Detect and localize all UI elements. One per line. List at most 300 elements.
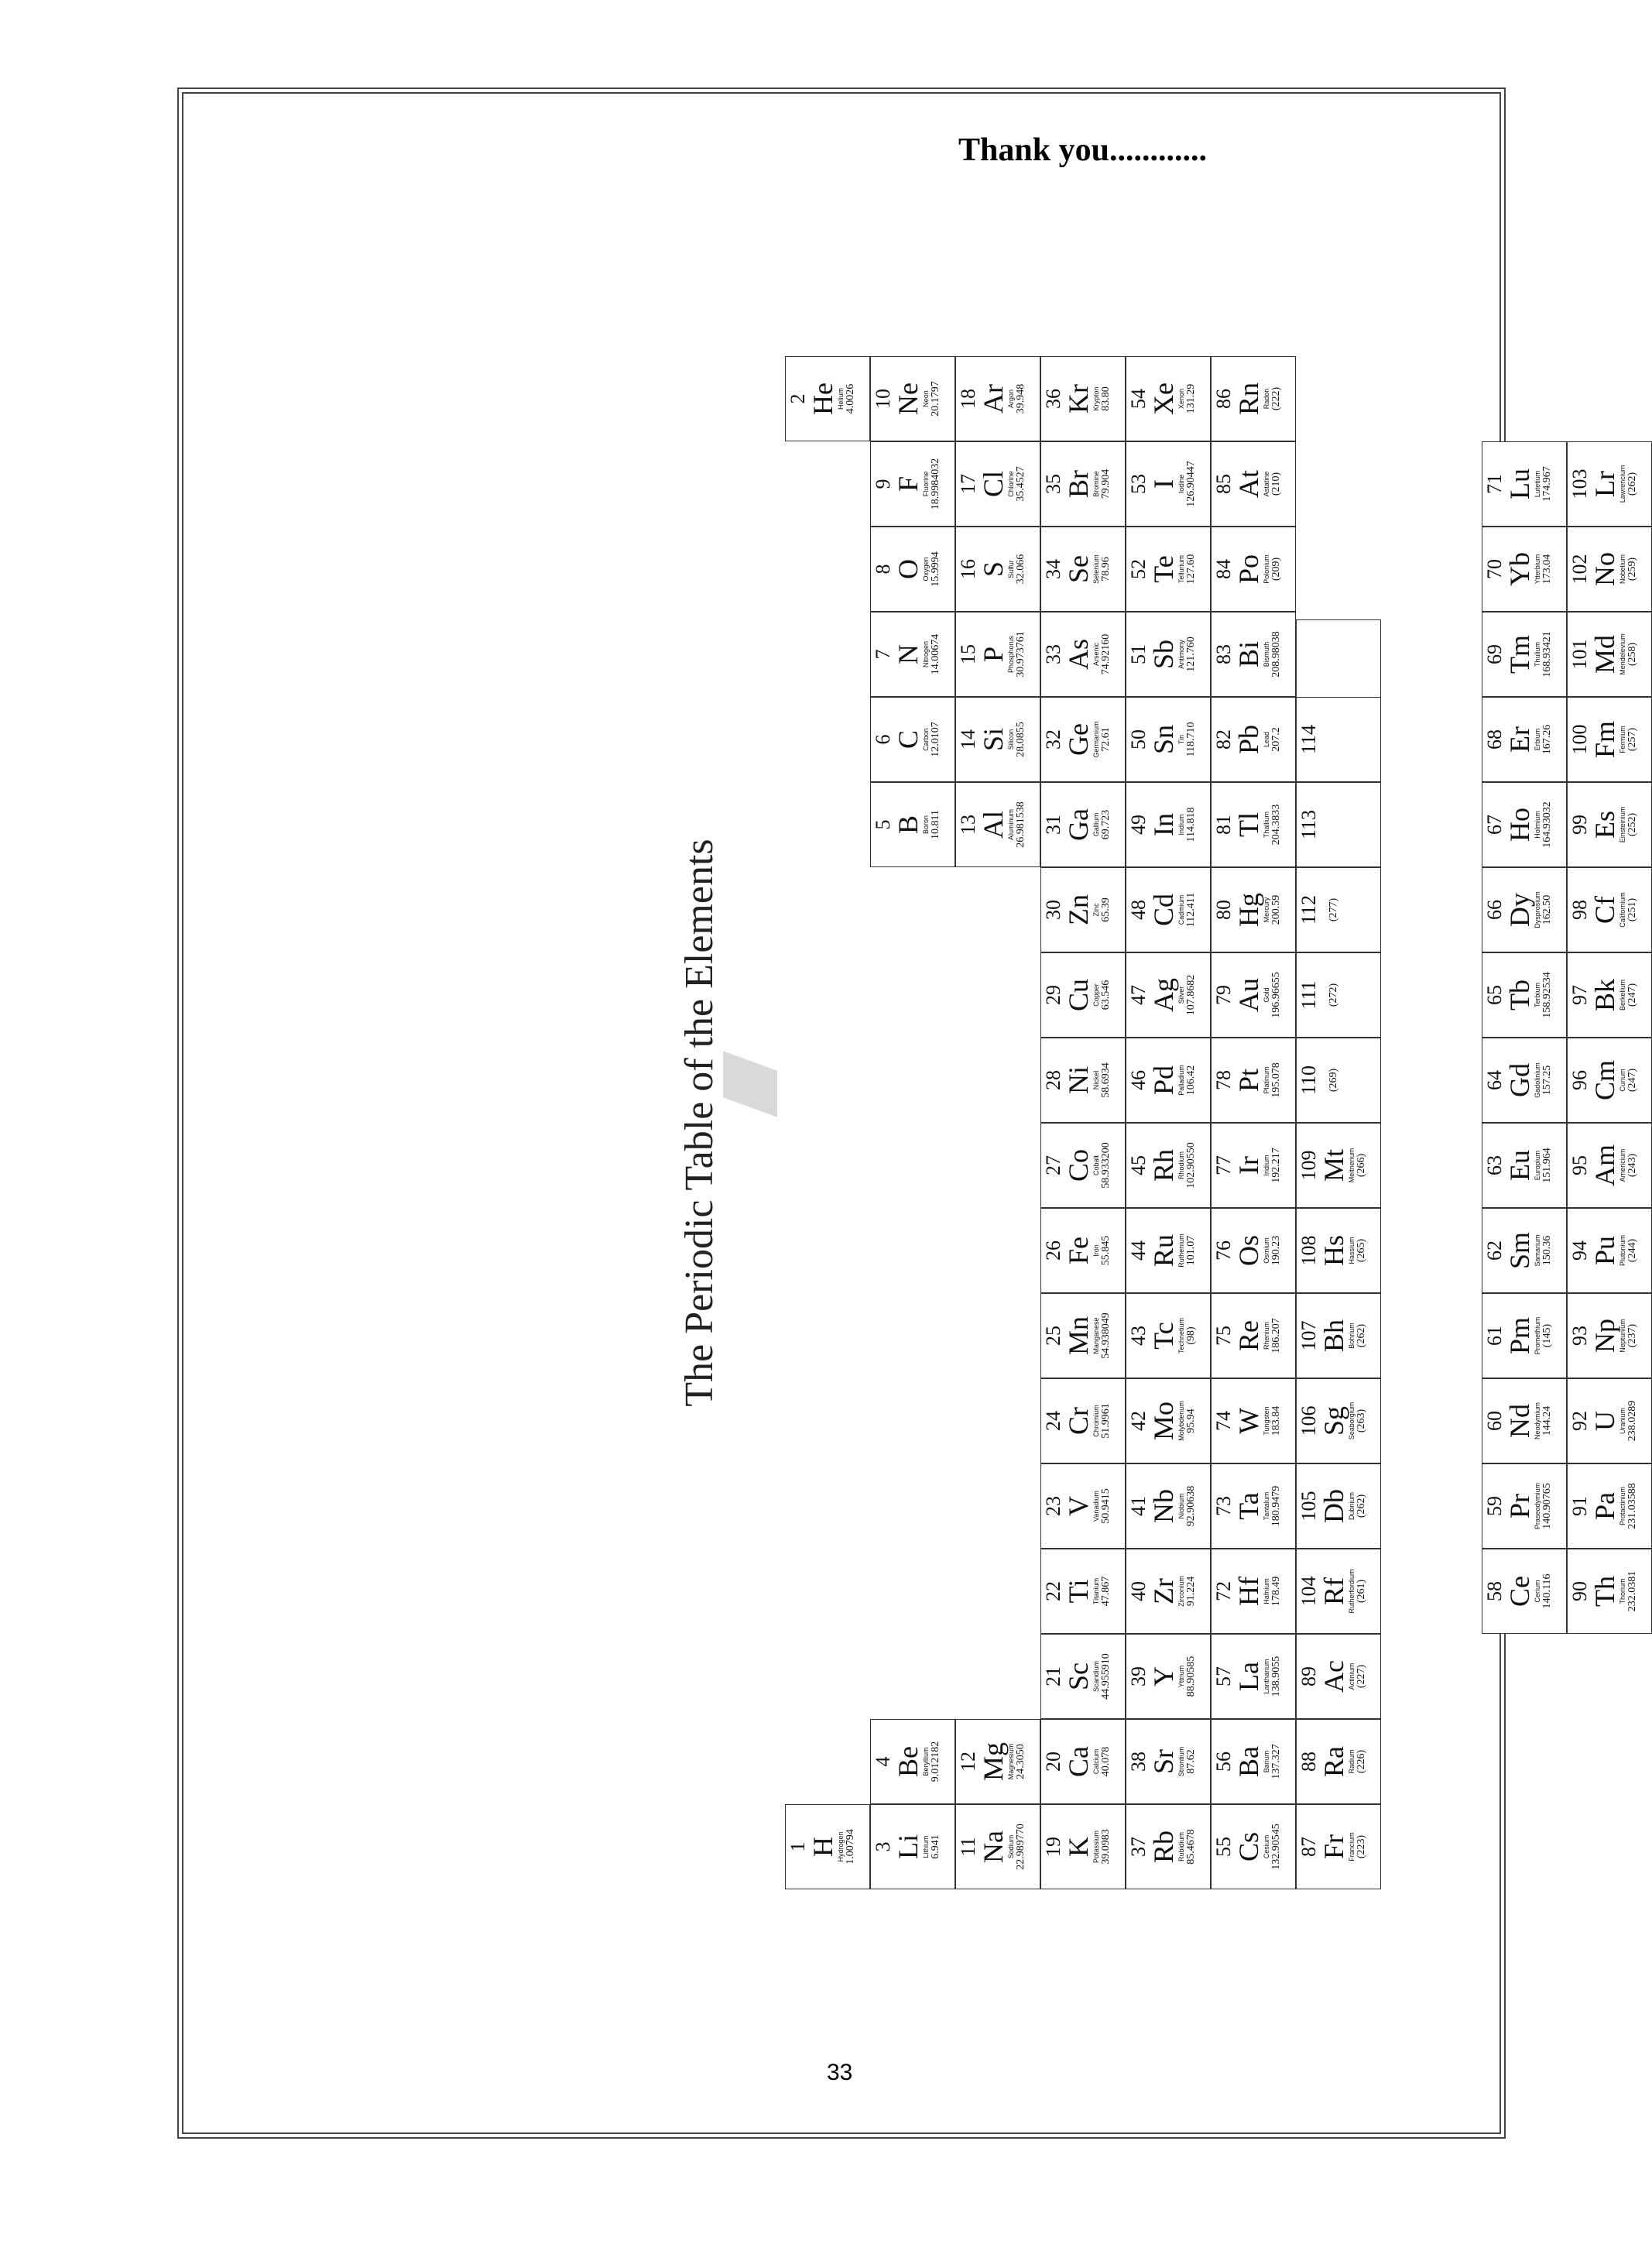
element-cell-se xyxy=(1040,527,1126,612)
element-name: Berkelium xyxy=(1619,980,1626,1011)
element-cell-nb xyxy=(1126,1463,1211,1549)
atomic-number: 61 xyxy=(1483,1326,1506,1346)
atomic-number: 10 xyxy=(872,389,894,409)
atomic-number: 33 xyxy=(1042,644,1064,664)
element-name: Barium xyxy=(1263,1750,1270,1773)
atomic-mass: 47.867 xyxy=(1100,1576,1112,1607)
atomic-mass: (261) xyxy=(1356,1579,1367,1604)
element-name: Phosphorus xyxy=(1007,635,1015,674)
atomic-number: 21 xyxy=(1042,1666,1064,1686)
element-symbol: Th xyxy=(1589,1576,1620,1607)
atomic-mass: (252) xyxy=(1626,812,1638,837)
element-cell-db xyxy=(1296,1463,1381,1549)
element-symbol: Nb xyxy=(1148,1489,1179,1523)
element-name: Radium xyxy=(1348,1749,1356,1774)
element-symbol: Fe xyxy=(1063,1237,1094,1264)
atomic-number: 3 xyxy=(872,1841,894,1852)
element-cell-sb xyxy=(1126,612,1211,697)
element-symbol: La xyxy=(1233,1662,1264,1691)
element-cell-tm xyxy=(1482,612,1567,697)
element-name: Californium xyxy=(1619,892,1626,928)
atomic-number: 104 xyxy=(1297,1576,1320,1607)
atomic-number: 25 xyxy=(1042,1326,1064,1346)
element-cell-tc xyxy=(1126,1293,1211,1378)
atomic-mass: 173.04 xyxy=(1541,554,1553,585)
element-symbol: Si xyxy=(978,727,1009,752)
element-name: Neodymium xyxy=(1534,1402,1541,1440)
atomic-mass: (262) xyxy=(1356,1494,1367,1518)
element-name: Osmium xyxy=(1263,1237,1270,1264)
atomic-number: 7 xyxy=(872,649,894,660)
element-cell-am xyxy=(1567,1123,1652,1208)
element-name: Thorium xyxy=(1619,1578,1626,1604)
atomic-number: 56 xyxy=(1212,1752,1235,1772)
atomic-mass: (257) xyxy=(1626,727,1638,752)
element-symbol: Hs xyxy=(1318,1235,1349,1267)
element-symbol: C xyxy=(893,730,924,750)
element-name: Neon xyxy=(922,390,930,407)
atomic-mass: 101.07 xyxy=(1185,1235,1197,1266)
atomic-mass: 35.4527 xyxy=(1015,466,1027,502)
element-name: Gallium xyxy=(1092,812,1100,837)
element-name: Silicon xyxy=(1007,729,1015,750)
atomic-number: 93 xyxy=(1568,1326,1591,1346)
element-name: Ytterbium xyxy=(1534,554,1541,585)
element-symbol: Sc xyxy=(1063,1662,1094,1690)
element-symbol: Xe xyxy=(1148,383,1179,415)
element-name: Fermium xyxy=(1619,726,1626,753)
page-number: 33 xyxy=(827,2060,853,2085)
element-cell-y xyxy=(1126,1634,1211,1719)
element-name: Mercury xyxy=(1263,897,1270,923)
element-name: Meitnerium xyxy=(1348,1148,1356,1183)
element-name: Tellurium xyxy=(1177,555,1185,584)
element-cell-br xyxy=(1040,441,1126,527)
element-name: Iron xyxy=(1092,1244,1100,1257)
element-name: Selenium xyxy=(1092,554,1100,584)
element-name: Carbon xyxy=(922,728,930,751)
element-name: Europium xyxy=(1534,1150,1541,1181)
element-name: Cobalt xyxy=(1092,1155,1100,1176)
element-cell-sg xyxy=(1296,1378,1381,1463)
element-name: Actinium xyxy=(1348,1662,1356,1690)
atomic-mass: 22.989770 xyxy=(1015,1824,1027,1870)
atomic-number: 105 xyxy=(1297,1491,1320,1522)
atomic-mass: (98) xyxy=(1185,1326,1197,1345)
element-symbol: Rb xyxy=(1148,1831,1179,1864)
element-symbol: Rf xyxy=(1318,1577,1349,1605)
element-symbol: Zn xyxy=(1063,894,1094,925)
element-name xyxy=(1320,953,1328,1037)
element-cell-ra xyxy=(1296,1719,1381,1804)
element-name: Boron xyxy=(922,815,930,835)
atomic-number: 23 xyxy=(1042,1496,1064,1516)
element-cell-eu xyxy=(1482,1123,1567,1208)
element-cell-la xyxy=(1211,1634,1296,1719)
element-cell-hs xyxy=(1296,1208,1381,1293)
atomic-number: 108 xyxy=(1297,1235,1320,1266)
atomic-number: 99 xyxy=(1568,815,1591,835)
atomic-number: 76 xyxy=(1212,1240,1235,1261)
atomic-mass: (209) xyxy=(1270,557,1282,582)
element-name: Dubnium xyxy=(1348,1491,1356,1521)
element-cell-os xyxy=(1211,1208,1296,1293)
element-symbol: Fr xyxy=(1318,1834,1349,1860)
element-name: Seaborgium xyxy=(1348,1402,1356,1440)
element-cell-u xyxy=(1567,1378,1652,1463)
element-symbol: Lu xyxy=(1504,468,1535,499)
atomic-mass: 95.94 xyxy=(1185,1409,1197,1433)
element-name: Calcium xyxy=(1092,1748,1100,1775)
atomic-number: 11 xyxy=(957,1837,979,1857)
atomic-number: 106 xyxy=(1297,1405,1320,1436)
atomic-mass: 186.207 xyxy=(1270,1318,1282,1354)
element-symbol: At xyxy=(1233,470,1264,498)
element-name: Germanium xyxy=(1092,721,1100,758)
element-name: Bismuth xyxy=(1263,641,1270,667)
element-name: Plutonium xyxy=(1619,1234,1626,1267)
atomic-mass: (251) xyxy=(1626,897,1638,922)
atomic-mass: 190.23 xyxy=(1270,1235,1282,1266)
atomic-number: 42 xyxy=(1127,1411,1150,1431)
atomic-number: 112 xyxy=(1297,894,1320,925)
element-cell-zn xyxy=(1040,867,1126,952)
element-name: Arsenic xyxy=(1092,643,1100,667)
element-cell-mt xyxy=(1296,1123,1381,1208)
atomic-number: 43 xyxy=(1127,1326,1150,1346)
atomic-mass: 162.50 xyxy=(1541,894,1553,925)
element-name: Cesium xyxy=(1263,1834,1270,1859)
element-symbol: Ce xyxy=(1504,1576,1535,1607)
element-name: Silver xyxy=(1177,986,1185,1004)
element-cell-th xyxy=(1567,1549,1652,1634)
atomic-number: 65 xyxy=(1483,985,1506,1005)
element-symbol: Ti xyxy=(1063,1579,1094,1604)
element-cell-mo xyxy=(1126,1378,1211,1463)
element-symbol: Hf xyxy=(1233,1577,1264,1606)
atomic-number: 85 xyxy=(1212,474,1235,494)
element-cell-w xyxy=(1211,1378,1296,1463)
atomic-number: 83 xyxy=(1212,644,1235,664)
atomic-number: 111 xyxy=(1297,980,1320,1010)
atomic-number: 2 xyxy=(787,393,809,404)
element-cell-si xyxy=(955,697,1040,782)
atomic-number: 50 xyxy=(1127,729,1150,750)
atomic-mass: 164.93032 xyxy=(1541,801,1553,848)
element-cell-xe xyxy=(1126,356,1211,441)
element-symbol: Cd xyxy=(1148,894,1179,927)
element-name: Gadolinium xyxy=(1534,1062,1541,1098)
element-cell-be xyxy=(870,1719,955,1804)
atomic-mass: (227) xyxy=(1356,1664,1367,1689)
atomic-number: 114 xyxy=(1297,724,1320,755)
atomic-number: 31 xyxy=(1042,815,1064,835)
atomic-mass: (210) xyxy=(1270,472,1282,496)
element-name: Lead xyxy=(1263,731,1270,748)
atomic-number: 27 xyxy=(1042,1155,1064,1175)
atomic-number: 20 xyxy=(1042,1752,1064,1772)
element-symbol: Ho xyxy=(1504,808,1535,842)
atomic-mass: 32.066 xyxy=(1015,554,1027,585)
atomic-number: 14 xyxy=(957,729,979,750)
element-cell-sr xyxy=(1126,1719,1211,1804)
atomic-number: 45 xyxy=(1127,1155,1150,1175)
element-name: Americium xyxy=(1619,1148,1626,1182)
element-symbol: Am xyxy=(1589,1144,1620,1186)
element-name: Nitrogen xyxy=(922,640,930,668)
atomic-number: 49 xyxy=(1127,815,1150,835)
atomic-number: 40 xyxy=(1127,1581,1150,1601)
element-name: Praseodymium xyxy=(1534,1482,1541,1530)
element-cell-lr xyxy=(1567,441,1652,527)
element-name: Indium xyxy=(1177,814,1185,835)
element-symbol: No xyxy=(1589,552,1620,586)
element-symbol: Ta xyxy=(1233,1492,1264,1520)
element-name: Magnesium xyxy=(1007,1743,1015,1780)
element-cell-nd xyxy=(1482,1378,1567,1463)
atomic-mass: (266) xyxy=(1356,1153,1367,1178)
element-cell-ge xyxy=(1040,697,1126,782)
element-cell-co xyxy=(1040,1123,1126,1208)
atomic-mass: 140.116 xyxy=(1541,1573,1553,1609)
atomic-mass: 231.03588 xyxy=(1626,1483,1638,1529)
element-cell-pb xyxy=(1211,697,1296,782)
element-name: Promethium xyxy=(1534,1316,1541,1355)
element-symbol: Sn xyxy=(1148,724,1179,755)
atomic-number: 95 xyxy=(1568,1155,1591,1175)
atomic-mass: 137.327 xyxy=(1270,1744,1282,1779)
element-symbol: Dy xyxy=(1504,893,1535,927)
element-symbol: Po xyxy=(1233,554,1264,585)
atomic-number: 9 xyxy=(872,479,894,489)
element-symbol: He xyxy=(807,383,838,415)
element-name: Rhodium xyxy=(1177,1151,1185,1180)
element-cell-hg xyxy=(1211,867,1296,952)
atomic-mass: 50.9415 xyxy=(1100,1488,1112,1524)
element-name: Molybdenum xyxy=(1177,1401,1185,1441)
element-cell-cs xyxy=(1211,1804,1296,1889)
element-cell-112 xyxy=(1296,867,1381,952)
atomic-mass: 195.078 xyxy=(1270,1062,1282,1098)
atomic-mass: 183.84 xyxy=(1270,1405,1282,1436)
element-name: Terbium xyxy=(1534,983,1541,1008)
element-symbol: Cs xyxy=(1233,1831,1264,1862)
element-symbol: O xyxy=(893,559,924,579)
atomic-mass: 9.012182 xyxy=(930,1741,941,1783)
element-cell-ce xyxy=(1482,1549,1567,1634)
element-name: Gold xyxy=(1263,987,1270,1003)
atomic-number: 54 xyxy=(1127,389,1150,409)
element-name: Francium xyxy=(1348,1832,1356,1861)
element-symbol: Sb xyxy=(1148,639,1179,670)
element-name: Einsteinium xyxy=(1619,806,1626,843)
element-cell-bi xyxy=(1211,612,1296,697)
element-cell-re xyxy=(1211,1293,1296,1378)
atomic-number: 38 xyxy=(1127,1752,1150,1772)
element-cell-i xyxy=(1126,441,1211,527)
element-name: Antimony xyxy=(1177,640,1185,669)
element-symbol: Mo xyxy=(1148,1402,1179,1441)
element-symbol: Be xyxy=(893,1746,924,1777)
element-name: Sodium xyxy=(1007,1834,1015,1859)
element-symbol: Tb xyxy=(1504,980,1535,1010)
element-cell-fr xyxy=(1296,1804,1381,1889)
atomic-mass: 150.36 xyxy=(1541,1235,1553,1266)
element-cell-pa xyxy=(1567,1463,1652,1549)
atomic-number: 6 xyxy=(872,734,894,745)
atomic-mass: 74.92160 xyxy=(1100,633,1112,675)
element-name: Cerium xyxy=(1534,1580,1541,1603)
atomic-mass: 127.60 xyxy=(1185,554,1197,585)
element-symbol: Tm xyxy=(1504,635,1535,674)
element-symbol: Hg xyxy=(1233,893,1264,927)
element-name: Holmium xyxy=(1534,811,1541,839)
atomic-mass: 58.933200 xyxy=(1100,1142,1112,1189)
atomic-number: 47 xyxy=(1127,985,1150,1005)
atomic-mass: 92.90638 xyxy=(1185,1485,1197,1527)
atomic-mass: 4.0026 xyxy=(845,383,856,414)
element-name xyxy=(1320,698,1328,781)
element-cell-sn xyxy=(1126,697,1211,782)
atomic-number: 62 xyxy=(1483,1240,1506,1261)
atomic-mass: (265) xyxy=(1356,1238,1367,1263)
element-symbol: Np xyxy=(1589,1319,1620,1353)
element-name: Scandium xyxy=(1092,1660,1100,1693)
atomic-number: 101 xyxy=(1568,639,1591,670)
element-symbol: Kr xyxy=(1063,384,1094,413)
element-symbol: S xyxy=(978,561,1009,578)
atomic-number: 28 xyxy=(1042,1070,1064,1090)
element-cell-gd xyxy=(1482,1038,1567,1123)
element-cell-ti xyxy=(1040,1549,1126,1634)
element-symbol: Pr xyxy=(1504,1494,1535,1519)
element-symbol: Eu xyxy=(1504,1150,1535,1181)
element-cell-s xyxy=(955,527,1040,612)
element-symbol: Fm xyxy=(1589,720,1620,759)
atomic-mass: 158.92534 xyxy=(1541,972,1553,1018)
element-symbol: Pm xyxy=(1504,1316,1535,1355)
atomic-mass: 200.59 xyxy=(1270,894,1282,925)
element-symbol: Li xyxy=(893,1834,924,1859)
element-cell-cm xyxy=(1567,1038,1652,1123)
element-name: Fluorine xyxy=(922,471,930,497)
element-symbol: Cl xyxy=(978,471,1009,498)
atomic-mass: 15.9994 xyxy=(930,551,941,587)
atomic-number: 68 xyxy=(1483,729,1506,750)
element-name: Krypton xyxy=(1092,386,1100,411)
element-cell-h xyxy=(785,1804,870,1889)
element-symbol: Na xyxy=(978,1831,1009,1863)
element-symbol: Ru xyxy=(1148,1234,1179,1268)
atomic-mass: (269) xyxy=(1328,1068,1339,1093)
element-name: Thallium xyxy=(1263,811,1270,839)
atomic-mass: 102.90550 xyxy=(1185,1142,1197,1189)
atomic-mass: 69.723 xyxy=(1100,809,1112,840)
element-name: Technetium xyxy=(1177,1317,1185,1354)
element-cell-zr xyxy=(1126,1549,1211,1634)
element-symbol: Sr xyxy=(1148,1749,1179,1775)
atomic-number: 70 xyxy=(1483,559,1506,579)
element-symbol: Mg xyxy=(978,1742,1009,1782)
element-name: Iridium xyxy=(1263,1155,1270,1176)
element-cell-cu xyxy=(1040,952,1126,1038)
element-cell-at xyxy=(1211,441,1296,527)
atomic-mass: 126.90447 xyxy=(1185,461,1197,507)
watermark-mark xyxy=(723,1051,777,1117)
element-cell-o xyxy=(870,527,955,612)
atomic-mass: 39.0983 xyxy=(1100,1829,1112,1865)
element-name: Argon xyxy=(1007,389,1015,409)
atomic-number: 96 xyxy=(1568,1070,1591,1090)
atomic-mass: 204.3833 xyxy=(1270,804,1282,846)
element-name: Lawrencium xyxy=(1619,465,1626,503)
element-symbol: Rn xyxy=(1233,383,1264,416)
element-symbol: Md xyxy=(1589,635,1620,674)
atomic-number: 26 xyxy=(1042,1240,1064,1261)
element-symbol: In xyxy=(1148,813,1179,836)
element-name: Bromine xyxy=(1092,471,1100,497)
atomic-mass: (247) xyxy=(1626,983,1638,1007)
element-symbol: H xyxy=(807,1837,838,1857)
atomic-mass: 83.80 xyxy=(1100,386,1112,411)
atomic-number: 60 xyxy=(1483,1411,1506,1431)
element-cell-cd xyxy=(1126,867,1211,952)
element-cell-rh xyxy=(1126,1123,1211,1208)
atomic-mass: 44.955910 xyxy=(1100,1653,1112,1700)
element-symbol: Pd xyxy=(1148,1065,1179,1096)
element-name: Tin xyxy=(1177,734,1185,745)
element-cell-te xyxy=(1126,527,1211,612)
element-name: Hassium xyxy=(1348,1237,1356,1264)
element-cell-pu xyxy=(1567,1208,1652,1293)
element-name: Erbium xyxy=(1534,728,1541,751)
element-symbol: Pb xyxy=(1233,724,1264,755)
element-name: Lithium xyxy=(922,1835,930,1858)
element-symbol: Bi xyxy=(1233,641,1264,668)
element-name: Ruthenium xyxy=(1177,1234,1185,1268)
element-symbol: P xyxy=(978,646,1009,663)
element-cell-na xyxy=(955,1804,1040,1889)
element-name xyxy=(1320,1038,1328,1122)
element-symbol: Pu xyxy=(1589,1235,1620,1266)
atomic-number: 88 xyxy=(1297,1752,1320,1772)
atomic-number: 92 xyxy=(1568,1411,1591,1431)
element-cell-kr xyxy=(1040,356,1126,441)
element-cell-c xyxy=(870,697,955,782)
atomic-number: 113 xyxy=(1297,809,1320,840)
element-name: Rhenium xyxy=(1263,1321,1270,1350)
atomic-number: 102 xyxy=(1568,554,1591,585)
atomic-mass: 18.9984032 xyxy=(930,458,941,510)
atomic-mass: (145) xyxy=(1541,1323,1553,1348)
atomic-mass: 58.6934 xyxy=(1100,1062,1112,1098)
element-name: Astatine xyxy=(1263,471,1270,497)
atomic-mass: 87.62 xyxy=(1185,1749,1197,1774)
atomic-number: 16 xyxy=(957,559,979,579)
element-cell-po xyxy=(1211,527,1296,612)
element-cell-er xyxy=(1482,697,1567,782)
element-symbol: Er xyxy=(1504,726,1535,753)
element-symbol: Mt xyxy=(1318,1149,1349,1182)
element-symbol: Mn xyxy=(1063,1316,1094,1356)
element-name: Platinum xyxy=(1263,1066,1270,1094)
element-name: Protactinium xyxy=(1619,1486,1626,1526)
atomic-mass: 24.3050 xyxy=(1015,1744,1027,1779)
atomic-number: 98 xyxy=(1568,900,1591,920)
element-symbol: Lr xyxy=(1589,471,1620,497)
element-name xyxy=(1320,783,1328,866)
element-cell-lu xyxy=(1482,441,1567,527)
